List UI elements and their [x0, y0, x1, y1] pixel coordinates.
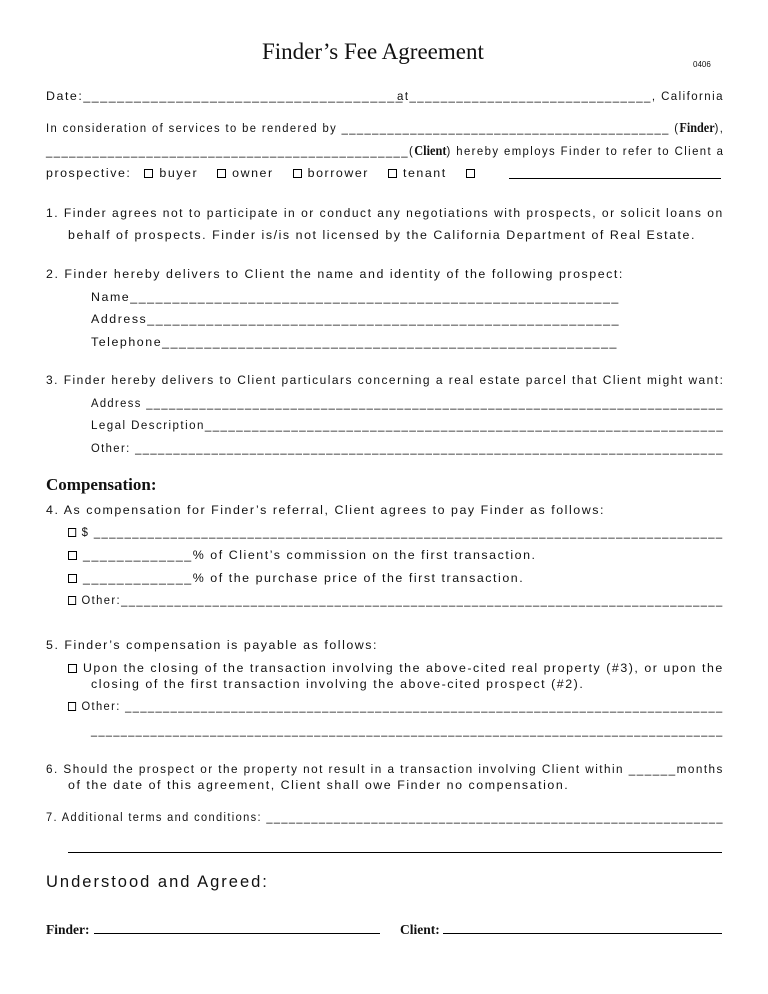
payable-other-continuation[interactable]: _____________________________________________________________________________________	[91, 723, 724, 737]
compensation-other-field[interactable]: Other:_______________________________________________________________________________	[81, 593, 724, 607]
commission-percent-checkbox[interactable]	[68, 551, 77, 560]
item5-intro: 5. Finder’s compensation is payable as follows:	[46, 638, 379, 652]
prospective-label: prospective:	[46, 166, 132, 180]
consideration-text: In consideration of services to be rendered by ___________________________________________ (	[46, 121, 680, 135]
finder-label: Finder	[679, 120, 715, 135]
item4-intro: 4. As compensation for Finder’s referral, Client agrees to pay Finder as follows:	[46, 503, 605, 517]
payable-other-field[interactable]: Other: _______________________________________________________________________________	[81, 699, 724, 713]
understood-agreed: Understood and Agreed:	[46, 873, 269, 891]
finder-signature-label: Finder:	[46, 922, 90, 937]
client-signature-label: Client:	[400, 922, 440, 937]
compensation-other-option[interactable]	[68, 592, 724, 608]
owner-option[interactable]	[217, 166, 274, 180]
item6-line1: 6. Should the prospect or the property not result in a transaction involving Client within ______months	[46, 762, 724, 776]
client-line-text: ) hereby employs Finder to refer to Client a	[446, 144, 725, 158]
borrower-label: borrower	[307, 166, 369, 180]
parcel-other-field[interactable]: Other: _____________________________________________________________________________	[91, 441, 724, 455]
borrower-checkbox[interactable]	[293, 169, 302, 178]
consideration-line	[46, 120, 724, 136]
form-code: 0406	[693, 60, 711, 69]
prospect-address-field[interactable]: Address________________________________________________________	[91, 312, 621, 326]
buyer-checkbox[interactable]	[144, 169, 153, 178]
payable-other-checkbox[interactable]	[68, 702, 76, 711]
fixed-amount-checkbox[interactable]	[68, 528, 76, 537]
item3-intro: 3. Finder hereby delivers to Client particulars concerning a real estate parcel that Client might want:	[46, 373, 725, 387]
other-type-checkbox[interactable]	[466, 169, 475, 178]
purchase-percent-checkbox[interactable]	[68, 574, 77, 583]
upon-closing-option[interactable]	[68, 660, 724, 676]
other-type-blank[interactable]	[509, 178, 721, 179]
parcel-address-field[interactable]: Address ____________________________________________________________________________	[91, 396, 724, 410]
legal-description-field[interactable]: Legal Description__________________________________________________________________	[91, 418, 725, 432]
consideration-end: ),	[714, 121, 725, 135]
purchase-percent-field[interactable]: _____________% of the purchase price of the first transaction.	[83, 571, 525, 585]
buyer-label: buyer	[159, 166, 199, 180]
additional-terms-blank[interactable]	[68, 852, 722, 853]
prospect-telephone-field[interactable]: Telephone______________________________________________________	[91, 335, 618, 349]
client-name-blank[interactable]: _______________________________________________(	[46, 144, 415, 158]
tenant-option[interactable]	[388, 166, 447, 180]
item1-line2: behalf of prospects. Finder is/is not licensed by the California Department of Real Estate.	[68, 228, 696, 242]
fixed-amount-field[interactable]: $ __________________________________________________________________________________	[81, 525, 724, 539]
location-field[interactable]: at_______________________________, California	[397, 89, 724, 103]
item2-intro: 2. Finder hereby delivers to Client the name and identity of the following prospect:	[46, 267, 624, 281]
owner-checkbox[interactable]	[217, 169, 226, 178]
commission-percent-option[interactable]	[68, 547, 537, 563]
upon-closing-text-line2: closing of the first transaction involving the above-cited prospect (#2).	[91, 677, 585, 691]
prospect-name-field[interactable]: Name__________________________________________________________	[91, 290, 620, 304]
item1-line1: 1. Finder agrees not to participate in or conduct any negotiations with prospects, or solicit loans on	[46, 206, 724, 220]
owner-label: owner	[232, 166, 274, 180]
item6-line2: of the date of this agreement, Client shall owe Finder no compensation.	[68, 778, 570, 792]
purchase-percent-option[interactable]	[68, 570, 524, 586]
borrower-option[interactable]	[293, 166, 369, 180]
prospective-row	[46, 165, 481, 181]
buyer-option[interactable]	[144, 166, 198, 180]
compensation-heading: Compensation:	[46, 475, 157, 494]
upon-closing-text: Upon the closing of the transaction involving the above-cited real property (#3), or upon the	[82, 661, 724, 675]
payable-other-option[interactable]	[68, 698, 724, 714]
upon-closing-checkbox[interactable]	[68, 664, 77, 673]
tenant-checkbox[interactable]	[388, 169, 397, 178]
commission-percent-field[interactable]: _____________% of Client’s commission on the first transaction.	[83, 548, 537, 562]
finder-signature-line[interactable]	[94, 933, 380, 934]
date-field[interactable]: Date:______________________________________	[46, 89, 405, 103]
additional-terms-field[interactable]: 7. Additional terms and conditions: _____________________________________________________________	[46, 810, 724, 824]
client-label: Client	[414, 143, 447, 158]
tenant-label: tenant	[402, 166, 447, 180]
fixed-amount-option[interactable]	[68, 524, 724, 540]
page-title: Finder’s Fee Agreement	[262, 39, 484, 64]
client-line	[46, 143, 724, 159]
client-signature-line[interactable]	[443, 933, 722, 934]
compensation-other-checkbox[interactable]	[68, 596, 76, 605]
